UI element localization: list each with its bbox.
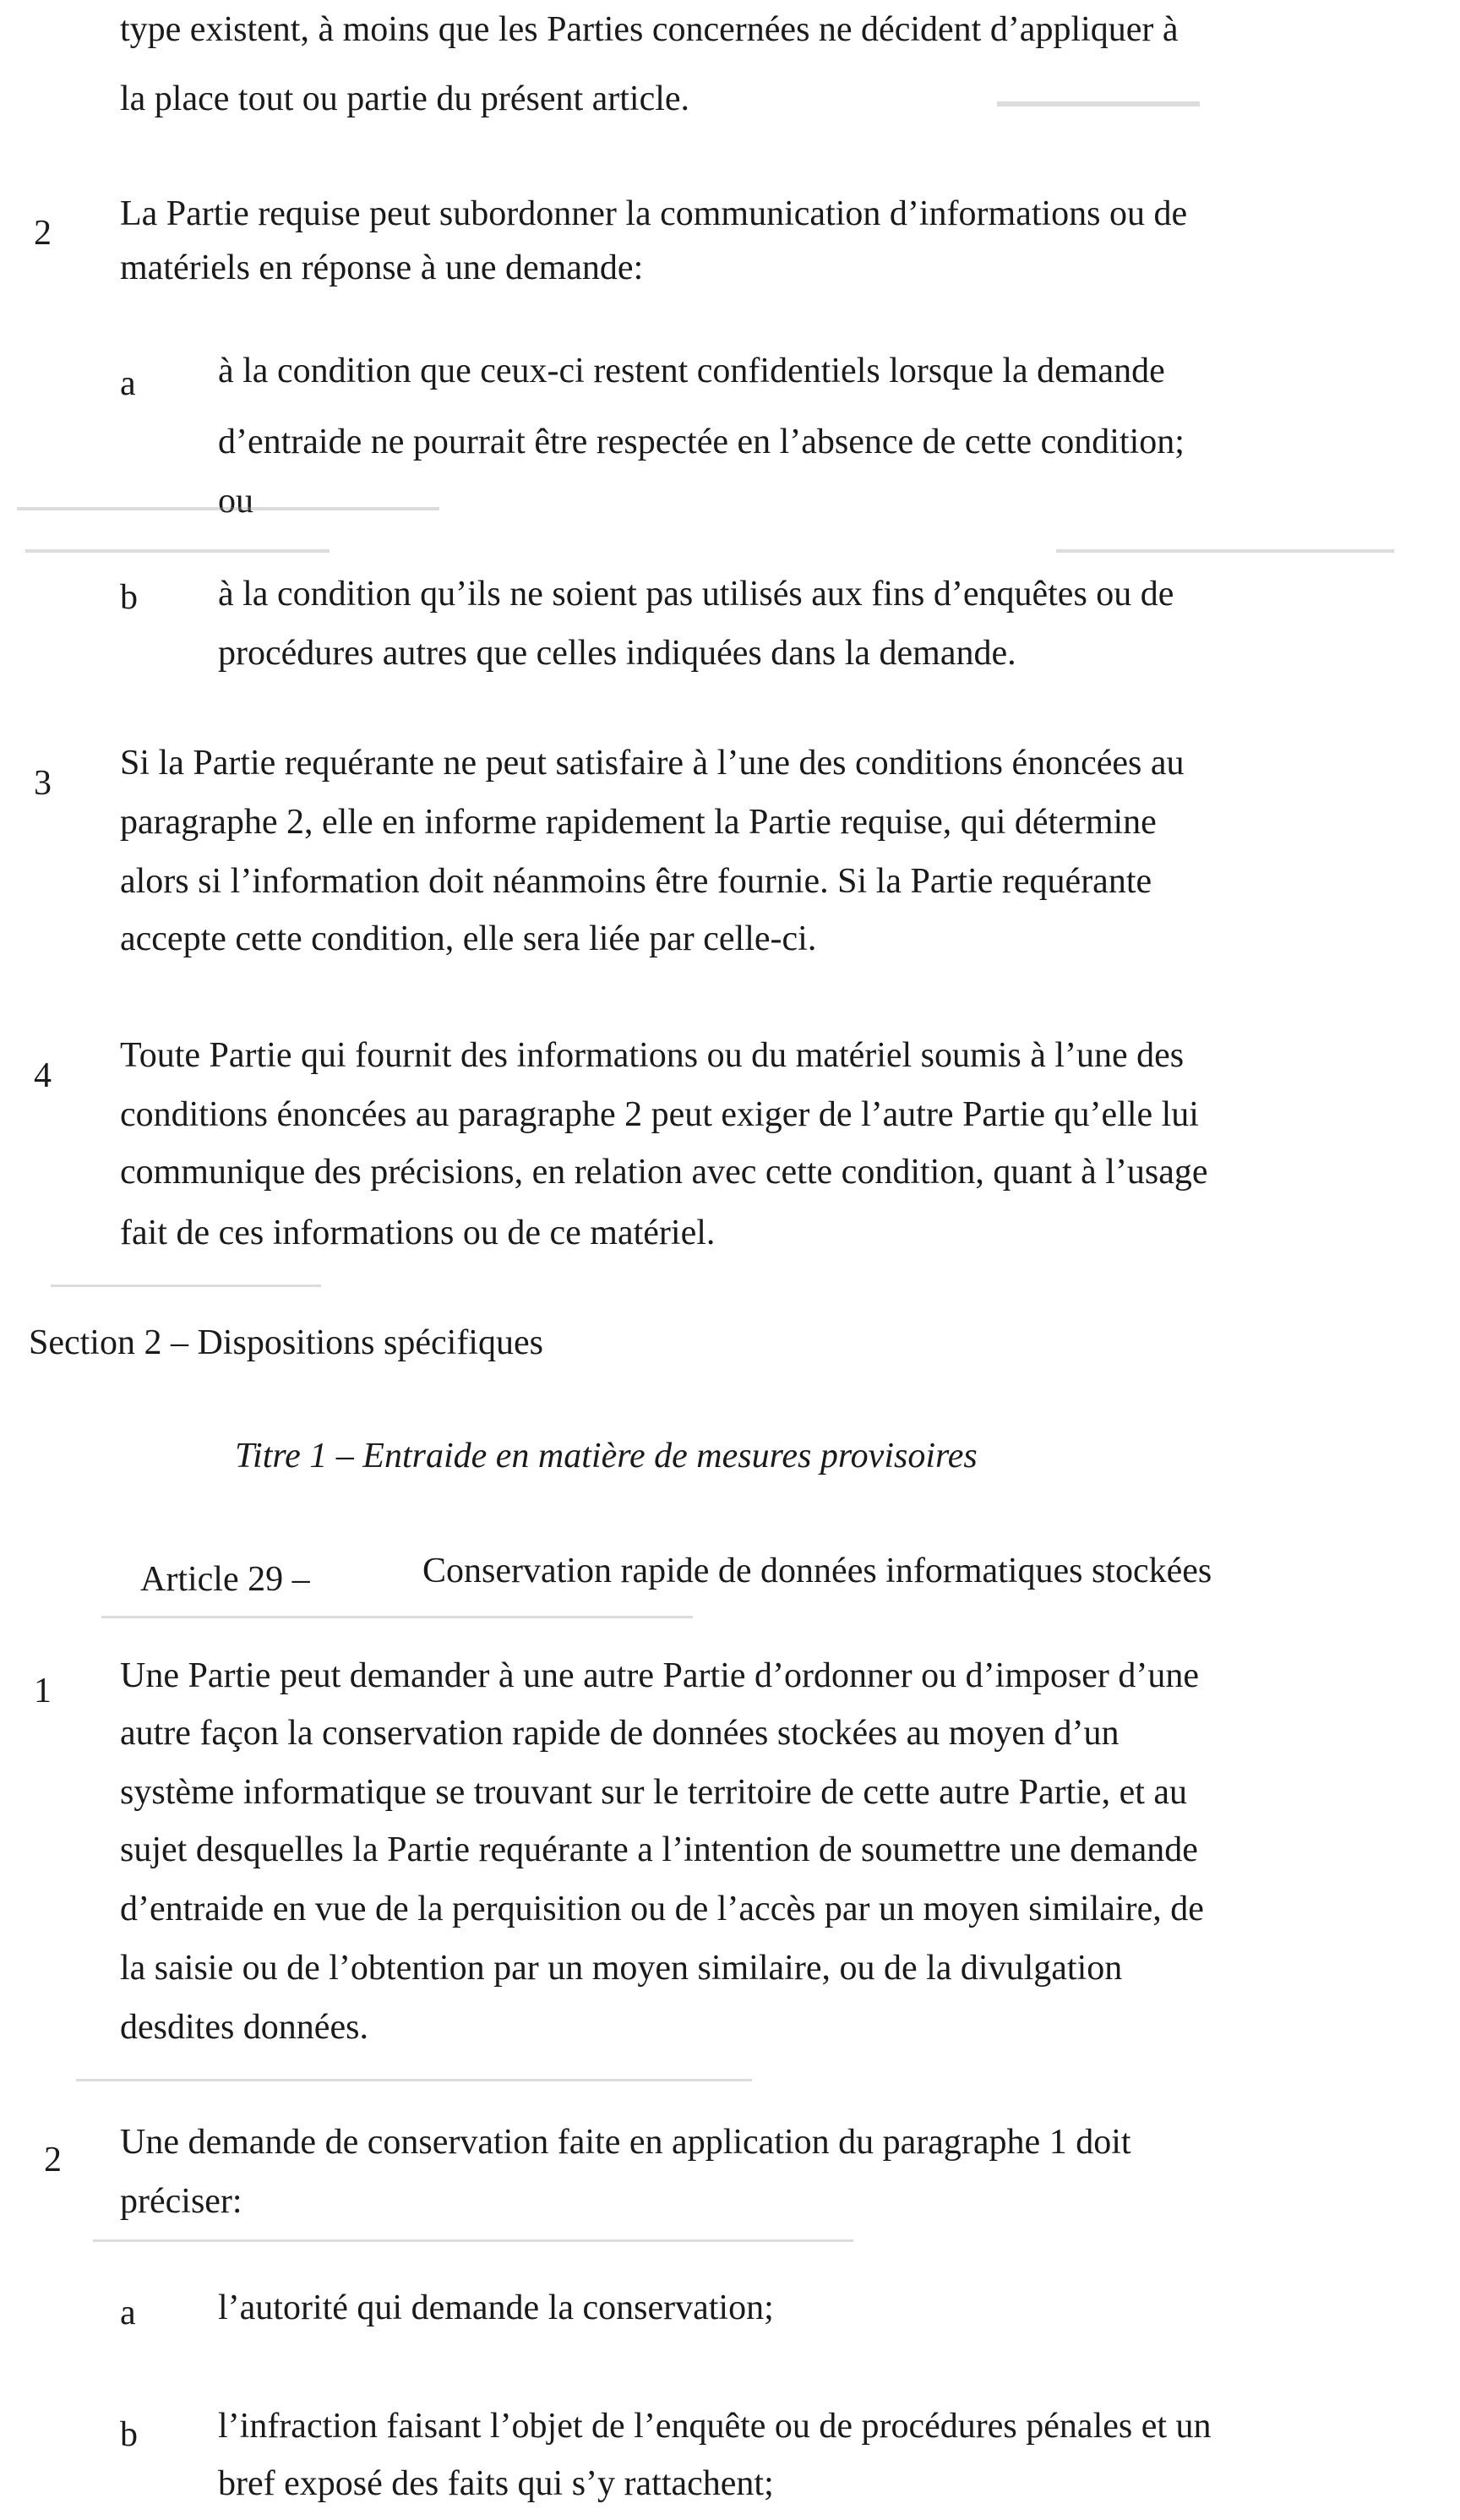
scan-noise [101, 1616, 693, 1618]
text-line: procédures autres que celles indiquées dans la demande. [218, 634, 1016, 673]
text-line: Une Partie peut demander à une autre Partie d’ordonner ou d’imposer d’une [120, 1656, 1200, 1695]
text-line: Toute Partie qui fournit des informations ou du matériel soumis à l’une des [120, 1036, 1185, 1075]
text-line: accepte cette condition, elle sera liée par celle-ci. [120, 919, 817, 958]
item-letter: a [120, 364, 136, 403]
item-letter: a [120, 2294, 136, 2332]
article-title: Conservation rapide de données informatiques stockées [422, 1552, 1212, 1590]
section-heading: Section 2 – Dispositions spécifiques [29, 1323, 543, 1362]
scan-noise [76, 2079, 752, 2081]
paragraph-number: 4 [34, 1056, 52, 1095]
text-line: alors si l’information doit néanmoins être fournie. Si la Partie requérante [120, 862, 1152, 901]
text-line: bref exposé des faits qui s’y rattachent; [218, 2464, 774, 2503]
paragraph-number: 1 [34, 1672, 52, 1710]
text-line: la place tout ou partie du présent article. [120, 79, 690, 118]
text-line: matériels en réponse à une demande: [120, 248, 644, 287]
text-line: à la condition qu’ils ne soient pas utilisés aux fins d’enquêtes ou de [218, 575, 1174, 614]
scan-noise [1056, 549, 1394, 553]
text-line: d’entraide ne pourrait être respectée en l’absence de cette condition; [218, 423, 1185, 461]
scan-noise [17, 507, 439, 510]
text-line: la saisie ou de l’obtention par un moyen similaire, ou de la divulgation [120, 1949, 1123, 1988]
scan-noise [997, 101, 1200, 106]
text-line: à la condition que ceux-ci restent confidentiels lorsque la demande [218, 352, 1165, 390]
scan-noise [93, 2239, 853, 2242]
text-line: Si la Partie requérante ne peut satisfaire à l’une des conditions énoncées au [120, 744, 1185, 783]
paragraph-number: 2 [44, 2141, 62, 2179]
article-label: Article 29 – [140, 1560, 310, 1599]
item-letter: b [120, 578, 138, 617]
paragraph-number: 2 [34, 214, 52, 253]
text-line: conditions énoncées au paragraphe 2 peut exiger de l’autre Partie qu’elle lui [120, 1095, 1199, 1134]
text-line: La Partie requise peut subordonner la communication d’informations ou de [120, 194, 1188, 233]
text-line: desdites données. [120, 2008, 368, 2047]
text-line: autre façon la conservation rapide de données stockées au moyen d’un [120, 1714, 1120, 1753]
text-line: système informatique se trouvant sur le territoire de cette autre Partie, et au [120, 1773, 1188, 1812]
text-line: l’autorité qui demande la conservation; [218, 2288, 774, 2327]
paragraph-number: 3 [34, 764, 52, 803]
text-line: fait de ces informations ou de ce matériel. [120, 1214, 716, 1252]
title-heading: Titre 1 – Entraide en matière de mesures provisoires [235, 1437, 978, 1475]
text-line: paragraphe 2, elle en informe rapidement la Partie requise, qui détermine [120, 803, 1157, 842]
text-line: ou [218, 482, 253, 521]
scan-noise [25, 549, 330, 553]
text-line: préciser: [120, 2182, 242, 2221]
item-letter: b [120, 2415, 138, 2454]
text-line: communique des précisions, en relation avec cette condition, quant à l’usage [120, 1153, 1208, 1192]
text-line: l’infraction faisant l’objet de l’enquête ou de procédures pénales et un [218, 2407, 1212, 2446]
scan-noise [51, 1285, 321, 1287]
text-line: Une demande de conservation faite en application du paragraphe 1 doit [120, 2123, 1131, 2162]
text-line: sujet desquelles la Partie requérante a l’intention de soumettre une demande [120, 1830, 1198, 1869]
text-line: d’entraide en vue de la perquisition ou de l’accès par un moyen similaire, de [120, 1890, 1204, 1928]
text-line: type existent, à moins que les Parties concernées ne décident d’appliquer à [120, 10, 1179, 49]
